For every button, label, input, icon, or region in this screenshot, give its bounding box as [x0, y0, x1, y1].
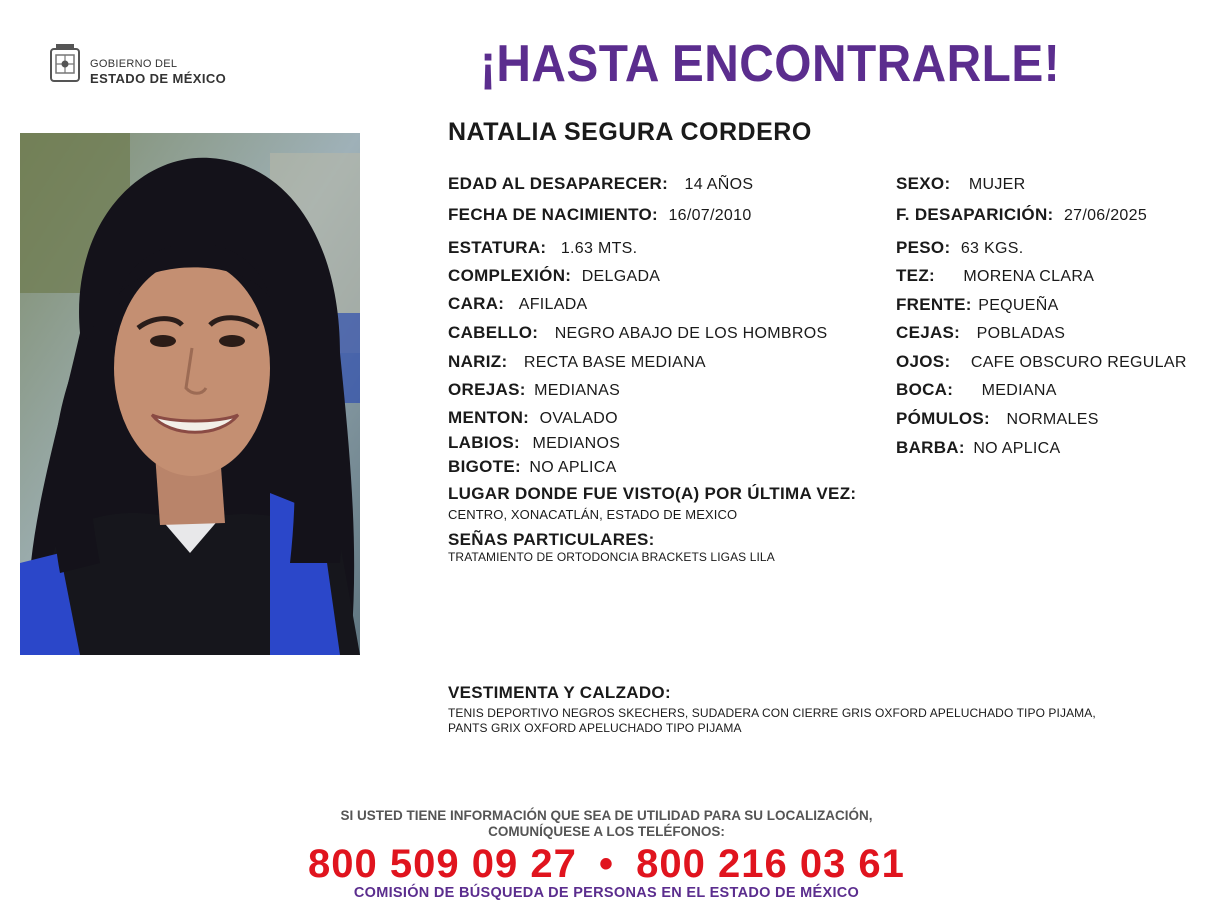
field-value: RECTA BASE MEDIANA: [523, 354, 706, 371]
field-ears: [448, 380, 620, 400]
field-value: OVALADO: [539, 410, 618, 427]
field-height: [448, 238, 637, 258]
phone-numbers: [0, 842, 1213, 887]
field-value: 1.63 MTS.: [560, 240, 638, 257]
field-label: OREJAS:: [448, 380, 526, 399]
field-label: OJOS:: [896, 352, 951, 371]
phone-number-1[interactable]: 800 509 09 27: [308, 842, 577, 886]
field-value: POBLADAS: [976, 325, 1066, 342]
contact-info: [0, 808, 1213, 840]
headline: ¡HASTA ENCONTRARLE!: [480, 35, 1061, 93]
field-beard: [896, 438, 1061, 458]
field-label: COMPLEXIÓN:: [448, 266, 572, 285]
field-label: CABELLO:: [448, 323, 539, 342]
field-value: CAFE OBSCURO REGULAR: [970, 354, 1187, 371]
state-seal-icon: [48, 42, 82, 84]
last-seen-label: LUGAR DONDE FUE VISTO(A) POR ÚLTIMA VEZ:: [448, 484, 857, 503]
field-age: [448, 174, 753, 194]
missing-person-photo: [20, 133, 360, 655]
field-value: AFILADA: [518, 296, 588, 313]
marks-value: TRATAMIENTO DE ORTODONCIA BRACKETS LIGAS LILA: [448, 550, 775, 564]
gov-line1: GOBIERNO DEL: [90, 58, 178, 70]
field-value: DELGADA: [581, 268, 661, 285]
field-value: 27/06/2025: [1063, 207, 1148, 224]
field-mouth: [896, 380, 1057, 400]
field-forehead: [896, 295, 1059, 315]
contact-info-line2: COMUNÍQUESE A LOS TELÉFONOS:: [488, 824, 725, 839]
field-label: NARIZ:: [448, 352, 508, 371]
field-value: MEDIANA: [981, 382, 1057, 399]
marks-label: SEÑAS PARTICULARES:: [448, 530, 655, 549]
field-label: BIGOTE:: [448, 457, 521, 476]
photo-illustration: [20, 133, 360, 655]
field-label: CEJAS:: [896, 323, 961, 342]
field-eyes: [896, 352, 1187, 372]
field-label: FECHA DE NACIMIENTO:: [448, 205, 658, 224]
last-seen-value: CENTRO, XONACATLÁN, ESTADO DE MEXICO: [448, 507, 738, 522]
field-label: PÓMULOS:: [896, 409, 991, 428]
phone-separator: •: [598, 842, 614, 886]
field-face: [448, 294, 588, 314]
field-value: 14 AÑOS: [684, 176, 754, 193]
field-label: BARBA:: [896, 438, 965, 457]
field-value: NO APLICA: [973, 440, 1061, 457]
field-value: 63 KGS.: [960, 240, 1024, 257]
field-label: EDAD AL DESAPARECER:: [448, 174, 669, 193]
field-nose: [448, 352, 706, 372]
field-value: NORMALES: [1006, 411, 1099, 428]
field-disappearance-date: [896, 205, 1147, 225]
field-value: MEDIANAS: [534, 382, 621, 399]
person-name: NATALIA SEGURA CORDERO: [448, 118, 812, 146]
field-label: SEXO:: [896, 174, 951, 193]
clothing-line2: PANTS GRIX OXFORD APELUCHADO TIPO PIJAMA: [448, 721, 742, 735]
field-sex: [896, 174, 1025, 194]
field-label: ESTATURA:: [448, 238, 547, 257]
field-lips: [448, 433, 620, 453]
field-birthdate: [448, 205, 752, 225]
field-label: MENTON:: [448, 408, 530, 427]
field-cheekbones: [896, 409, 1099, 429]
field-value: 16/07/2010: [668, 207, 752, 224]
field-hair: [448, 323, 827, 343]
field-chin: [448, 408, 618, 428]
gov-line2: ESTADO DE MÉXICO: [90, 71, 227, 86]
field-value: NEGRO ABAJO DE LOS HOMBROS: [554, 325, 828, 342]
field-value: MUJER: [968, 176, 1026, 193]
field-label: TEZ:: [896, 266, 935, 285]
field-value: MEDIANOS: [532, 435, 621, 452]
commission-name: COMISIÓN DE BÚSQUEDA DE PERSONAS EN EL ESTADO DE MÉXICO: [353, 885, 860, 901]
field-value: PEQUEÑA: [978, 297, 1059, 314]
field-value: NO APLICA: [529, 459, 617, 476]
field-build: [448, 266, 660, 286]
field-label: PESO:: [896, 238, 951, 257]
field-label: FRENTE:: [896, 295, 972, 314]
contact-info-line1: SI USTED TIENE INFORMACIÓN QUE SEA DE UTILIDAD PARA SU LOCALIZACIÓN,: [340, 808, 873, 823]
field-label: BOCA:: [896, 380, 954, 399]
field-label: LABIOS:: [448, 433, 520, 452]
field-complexion: [896, 266, 1094, 286]
field-weight: [896, 238, 1023, 258]
field-label: CARA:: [448, 294, 505, 313]
field-value: MORENA CLARA: [963, 268, 1095, 285]
government-logo: [48, 42, 238, 90]
field-eyebrows: [896, 323, 1065, 343]
phone-number-2[interactable]: 800 216 03 61: [636, 842, 905, 886]
clothing-line1: TENIS DEPORTIVO NEGROS SKECHERS, SUDADERA CON CIERRE GRIS OXFORD APELUCHADO TIPO PIJAMA,: [448, 706, 1096, 720]
field-mustache: [448, 457, 617, 477]
field-label: F. DESAPARICIÓN:: [896, 205, 1054, 224]
clothing-label: VESTIMENTA Y CALZADO:: [448, 683, 671, 702]
